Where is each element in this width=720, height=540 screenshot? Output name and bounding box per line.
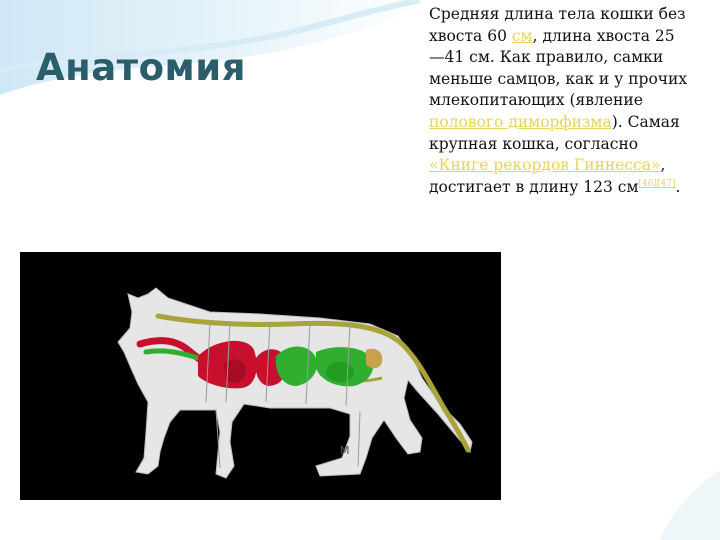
reference-links[interactable]: [46][47]: [638, 178, 676, 189]
text-segment: , длина хвоста 25—41 см. Как правило, самки меньше самцов, как и у прочих млекопитающих (явление: [429, 26, 688, 110]
link-sexual-dimorphism[interactable]: полового диморфизма: [429, 112, 612, 131]
link-cm[interactable]: см: [511, 26, 533, 45]
text-segment: .: [675, 177, 681, 196]
cat-anatomy-figure: [20, 252, 501, 500]
link-guinness-book[interactable]: «Книге рекордов Гиннесса»: [429, 156, 661, 175]
figure-label-m: M: [340, 444, 350, 457]
text-segment: , достигает в длину 123 см: [429, 156, 666, 196]
cat-anatomy-illustration: [20, 252, 501, 500]
text-segment: ). Самая крупная кошка, согласно: [429, 112, 680, 153]
spleen-organ: [326, 362, 354, 382]
text-segment: Средняя длина тела кошки без хвоста 60: [429, 5, 686, 45]
slide-title: Анатомия: [36, 46, 246, 89]
body-paragraph: [429, 4, 689, 198]
